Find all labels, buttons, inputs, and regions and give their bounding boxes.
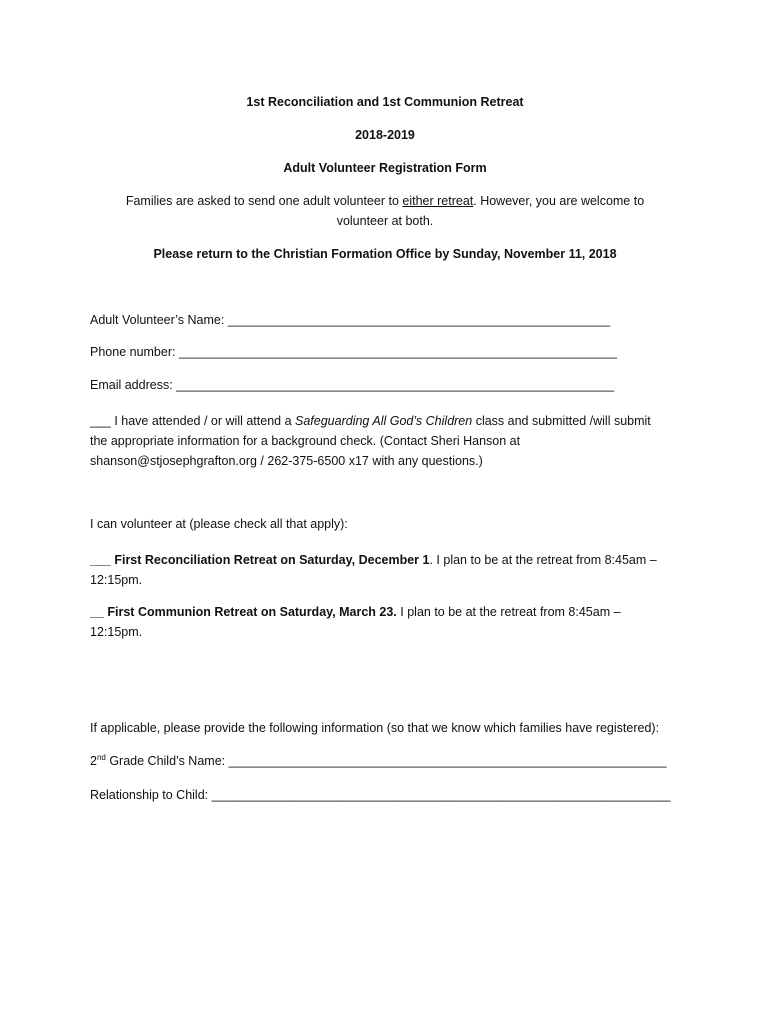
option-communion (90, 602, 680, 642)
phone-field[interactable] (90, 345, 617, 359)
phone-blank[interactable]: _______________________________________________________________ (178, 345, 617, 359)
email-blank[interactable]: _______________________________________________________________ (176, 378, 615, 392)
option-communion-line-2: 12:15pm. (90, 625, 143, 639)
volunteer-name-field[interactable] (90, 313, 610, 327)
volunteer-name-blank[interactable]: _______________________________________________________ (227, 313, 611, 327)
safeguarding-text-b: class and submitted /will submit (472, 414, 651, 428)
email-label: Email address: (90, 378, 173, 392)
option-reconciliation-line-1 (90, 550, 680, 570)
form-name: Adult Volunteer Registration Form (283, 161, 487, 175)
return-notice: Please return to the Christian Formation Office by Sunday, November 11, 2018 (153, 247, 617, 261)
form-year: 2018-2019 (355, 128, 415, 142)
intro-line-1 (0, 194, 770, 208)
volunteer-heading: I can volunteer at (please check all that apply): (90, 517, 348, 531)
safeguarding-line-1 (90, 411, 680, 431)
relationship-field[interactable] (90, 788, 670, 802)
intro-line-2: volunteer at both. (336, 214, 434, 228)
form-title: 1st Reconciliation and 1st Communion Retreat (246, 95, 524, 109)
intro-underlined: either retreat (402, 194, 474, 208)
option-communion-checkbox[interactable]: __ (90, 605, 104, 619)
email-field[interactable] (90, 378, 614, 392)
child-name-label: Grade Child’s Name: (105, 754, 226, 768)
grade-superscript: nd (96, 752, 106, 762)
safeguarding-checkbox[interactable]: ___ (90, 414, 111, 428)
volunteer-name-label: Adult Volunteer’s Name: (90, 313, 225, 327)
intro-text-after: . However, you are welcome to (473, 194, 645, 208)
safeguarding-line-2: the appropriate information for a background check. (Contact Sheri Hanson at (90, 434, 521, 448)
option-communion-title: First Communion Retreat on Saturday, March 23. (103, 605, 397, 619)
child-name-field[interactable] (90, 754, 667, 768)
safeguarding-class-name: Safeguarding All God’s Children (295, 414, 473, 428)
relationship-label: Relationship to Child: (90, 788, 209, 802)
child-info-intro: If applicable, please provide the following information (so that we know which families have registered): (90, 721, 660, 735)
option-reconciliation-checkbox[interactable]: ___ (90, 553, 111, 567)
child-name-blank[interactable]: _______________________________________________________________ (228, 754, 667, 768)
option-reconciliation-line-2: 12:15pm. (90, 573, 143, 587)
safeguarding-line-3: shanson@stjosephgrafton.org / 262-375-6500 x17 with any questions.) (90, 454, 483, 468)
phone-label: Phone number: (90, 345, 176, 359)
option-reconciliation-title: First Reconciliation Retreat on Saturday, December 1 (110, 553, 430, 567)
option-communion-line-1 (90, 602, 680, 622)
safeguarding-text-a: I have attended / or will attend a (110, 414, 296, 428)
relationship-blank[interactable]: __________________________________________________________________ (211, 788, 671, 802)
intro-text-before: Families are asked to send one adult volunteer to (125, 194, 403, 208)
option-reconciliation-detail: . I plan to be at the retreat from 8:45am – (429, 553, 657, 567)
safeguarding-paragraph (90, 411, 680, 471)
option-reconciliation (90, 550, 680, 590)
grade-number: 2 (90, 754, 97, 768)
option-communion-detail: I plan to be at the retreat from 8:45am – (396, 605, 621, 619)
